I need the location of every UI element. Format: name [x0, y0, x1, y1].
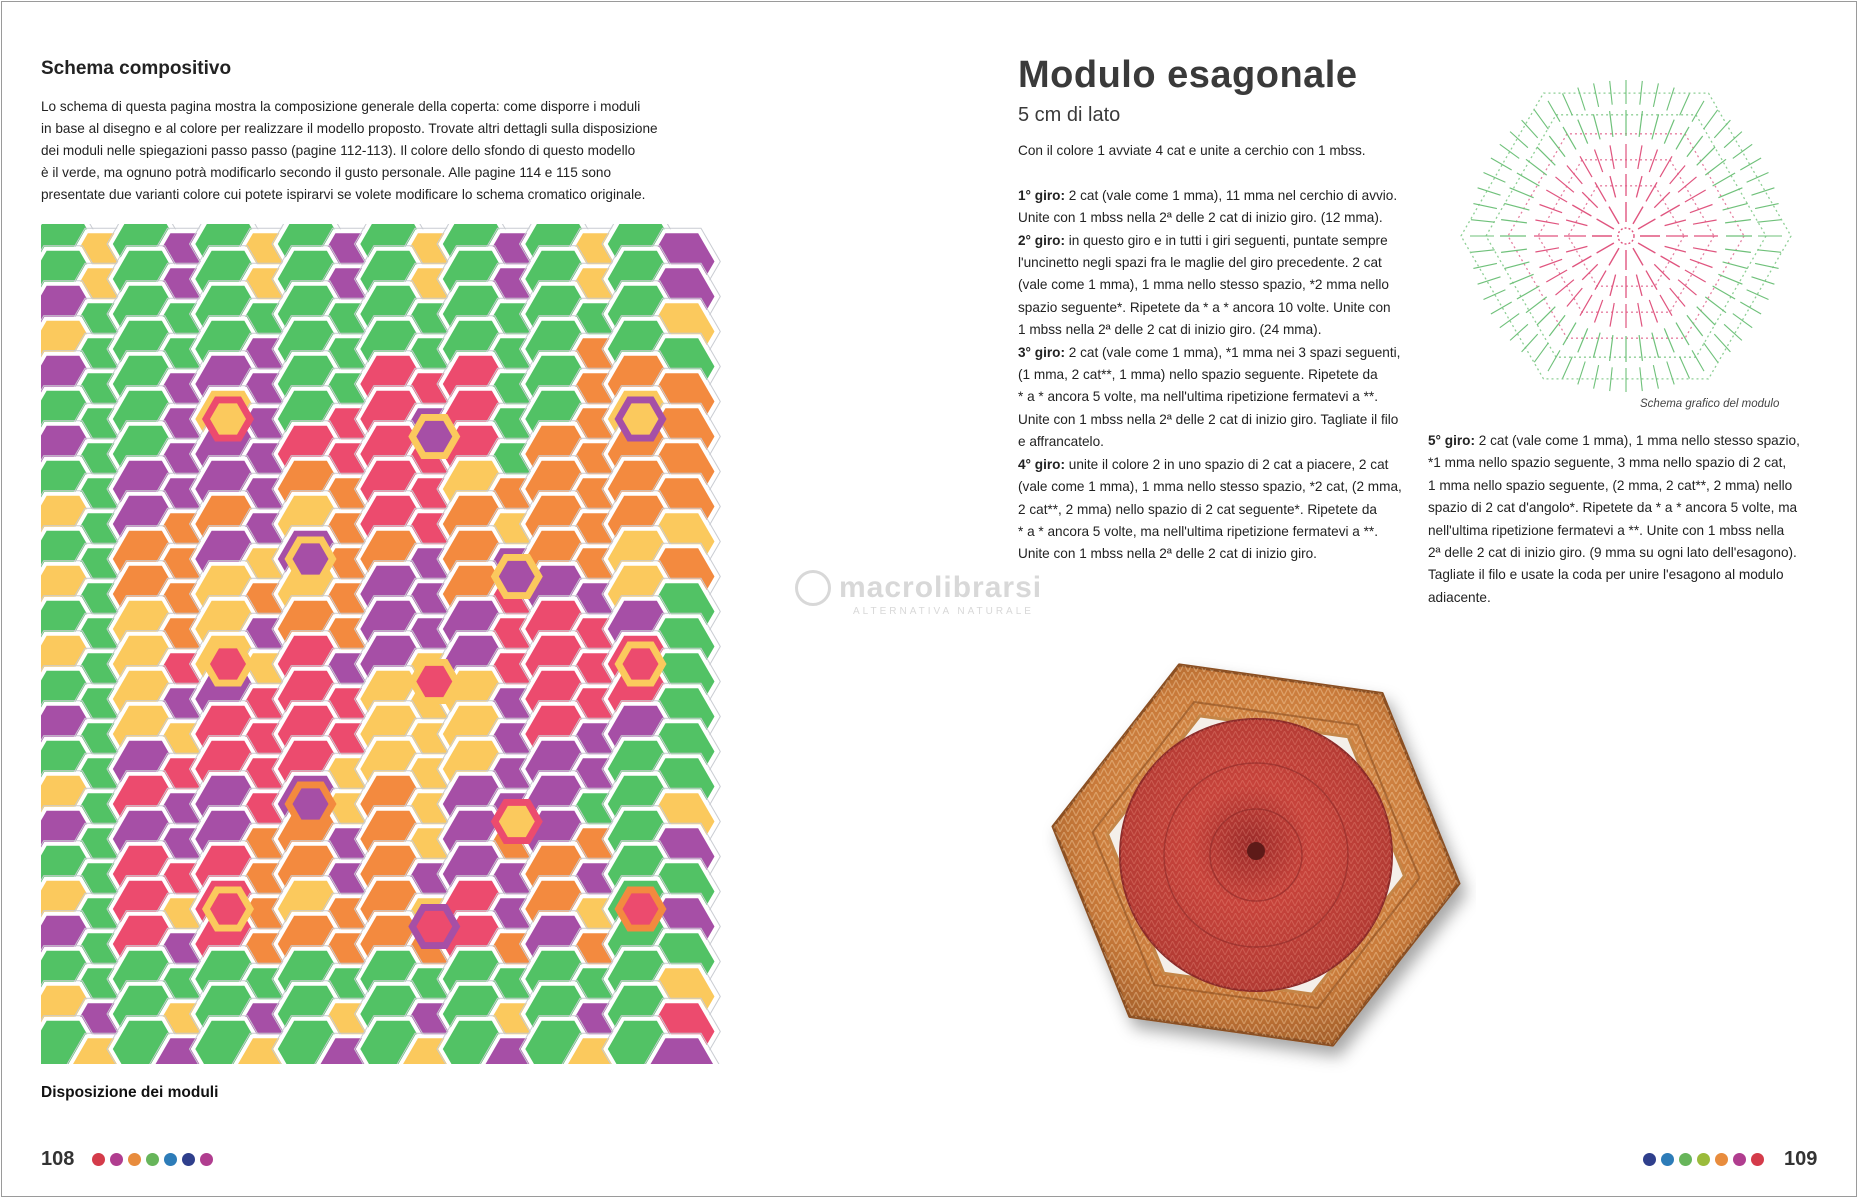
instruction-line: * a * ancora 5 volte, ma nell'ultima ripetizione fermatevi a **.: [1018, 389, 1378, 405]
round-label: 3° giro:: [1018, 344, 1065, 360]
module-center-hole: [1247, 842, 1265, 860]
instruction-line: Tagliate il filo e usate la coda per unire l'esagono al modulo: [1428, 567, 1784, 583]
color-dot: [1661, 1153, 1674, 1166]
intro-line: in base al disegno e al colore per realizzare il modello proposto. Trovate altri dettagli sulla disposizione: [41, 121, 658, 136]
instruction-line: * a * ancora 5 volte, ma nell'ultima ripetizione fermatevi a **.: [1018, 523, 1378, 539]
color-dot: [1715, 1153, 1728, 1166]
instruction-line: 2ª delle 2 cat di inizio giro. (9 mma su ogni lato dell'esagono).: [1428, 545, 1797, 561]
watermark: [795, 570, 1042, 617]
color-dot: [1643, 1153, 1656, 1166]
intro-line: è il verde, ma ognuno potrà modificarlo secondo il gusto personale. Alle pagine 114 e 115 sono: [41, 165, 612, 180]
round-label: 5° giro:: [1428, 433, 1475, 448]
instruction-line: 2° giro: in questo giro e in tutti i giri seguenti, puntate sempre: [1018, 232, 1388, 248]
instruction-line: 3° giro: 2 cat (vale come 1 mma), *1 mma nei 3 spazi seguenti,: [1018, 344, 1401, 360]
crochet-module-photo: [1036, 640, 1476, 1080]
instruction-line: 2 cat**, 2 mma) nello spazio di 2 cat seguente*. Ripetete da: [1018, 501, 1377, 517]
color-dot: [1679, 1153, 1692, 1166]
intro-line: presentate due varianti colore cui potete ispirarvi se volete modificare lo schema cromatico originale.: [41, 187, 646, 202]
module-title: Modulo esagonale: [1018, 54, 1358, 96]
instruction-line: Unite con 1 mbss nella 2ª delle 2 cat di inizio giro. (12 mma).: [1018, 210, 1383, 226]
round-label: 2° giro:: [1018, 232, 1065, 248]
color-dot: [1733, 1153, 1746, 1166]
module-subtitle: 5 cm di lato: [1018, 104, 1121, 126]
schema-caption: Schema grafico del modulo: [1640, 398, 1780, 410]
instruction-line: Con il colore 1 avviate 4 cat e unite a cerchio con 1 mbss.: [1018, 143, 1366, 158]
watermark-logo-icon: [795, 570, 831, 606]
instruction-line: *1 mma nello spazio seguente, 3 mma nello spazio di 2 cat,: [1428, 455, 1787, 471]
instruction-line: (vale come 1 mma), 1 mma nello stesso spazio, *2 cat, (2 mma,: [1018, 479, 1402, 495]
section-heading: Schema compositivo: [41, 58, 232, 79]
instruction-line: e affrancatelo.: [1018, 434, 1104, 450]
instruction-line: (vale come 1 mma), 1 mma nello stesso spazio, *2 mma nello: [1018, 277, 1389, 293]
page-number-left: 108: [41, 1148, 75, 1170]
watermark-sub: ALTERNATIVA NATURALE: [853, 606, 1034, 618]
color-dot: [92, 1153, 105, 1166]
color-dot: [182, 1153, 195, 1166]
instruction-line: (1 mma, 2 cat**, 1 mma) nello spazio seguente. Ripetete da: [1018, 367, 1378, 383]
intro-paragraph: [41, 96, 669, 206]
instruction-line: Unite con 1 mbss nella 2ª delle 2 cat di inizio giro.: [1018, 546, 1317, 562]
diagram-caption: Disposizione dei moduli: [41, 1084, 219, 1101]
crochet-symbol-chart: [1456, 76, 1796, 396]
color-dot: [200, 1153, 213, 1166]
instruction-line: adiacente.: [1428, 589, 1491, 605]
color-dots-right: [1643, 1153, 1764, 1166]
intro-line: Lo schema di questa pagina mostra la composizione generale della coperta: come disporre i moduli: [41, 99, 641, 114]
color-dot: [146, 1153, 159, 1166]
color-dot: [1751, 1153, 1764, 1166]
instruction-line: 4° giro: unite il colore 2 in uno spazio di 2 cat a piacere, 2 cat: [1018, 456, 1389, 472]
hexagon-layout-diagram: [41, 224, 801, 1064]
instruction-line: l'uncinetto negli spazi fra le maglie del giro precedente. 2 cat: [1018, 255, 1382, 271]
instruction-line: spazio di 2 cat d'angolo*. Ripetete da * a * ancora 5 volte, ma: [1428, 500, 1798, 516]
intro-line: dei moduli nelle spiegazioni passo passo (pagine 112-113). Il colore dello sfondo di questo modello: [41, 143, 636, 158]
color-dot: [1697, 1153, 1710, 1166]
instruction-line: 1° giro: 2 cat (vale come 1 mma), 11 mma nel cerchio di avvio.: [1018, 187, 1398, 203]
instruction-line: 5° giro: 2 cat (vale come 1 mma), 1 mma nello stesso spazio,: [1428, 433, 1800, 448]
color-dots-left: [92, 1153, 213, 1166]
instruction-line: 1 mbss nella 2ª delle 2 cat di inizio giro. (24 mma).: [1018, 322, 1322, 338]
instruction-line: Unite con 1 mbss nella 2ª delle 2 cat di inizio giro. Tagliate il filo: [1018, 411, 1399, 427]
round-label: 1° giro:: [1018, 187, 1065, 203]
instruction-line: [1018, 162, 1418, 184]
round-label: 4° giro:: [1018, 456, 1065, 472]
color-dot: [164, 1153, 177, 1166]
instructions-column-2: [1428, 430, 1840, 609]
instruction-line: spazio seguente*. Ripetete da * a * ancora 10 volte. Unite con: [1018, 299, 1391, 315]
color-dot: [128, 1153, 141, 1166]
instruction-line: nell'ultima ripetizione fermatevi a **. Unite con 1 mbss nella: [1428, 522, 1785, 538]
color-dot: [110, 1153, 123, 1166]
page-number-right: 109: [1784, 1148, 1818, 1170]
watermark-main: macrolibrarsi: [839, 571, 1043, 605]
instruction-line: 1 mma nello spazio seguente, (2 mma, 2 cat**, 2 mma) nello: [1428, 477, 1793, 493]
instructions-column-1: [1018, 140, 1418, 566]
